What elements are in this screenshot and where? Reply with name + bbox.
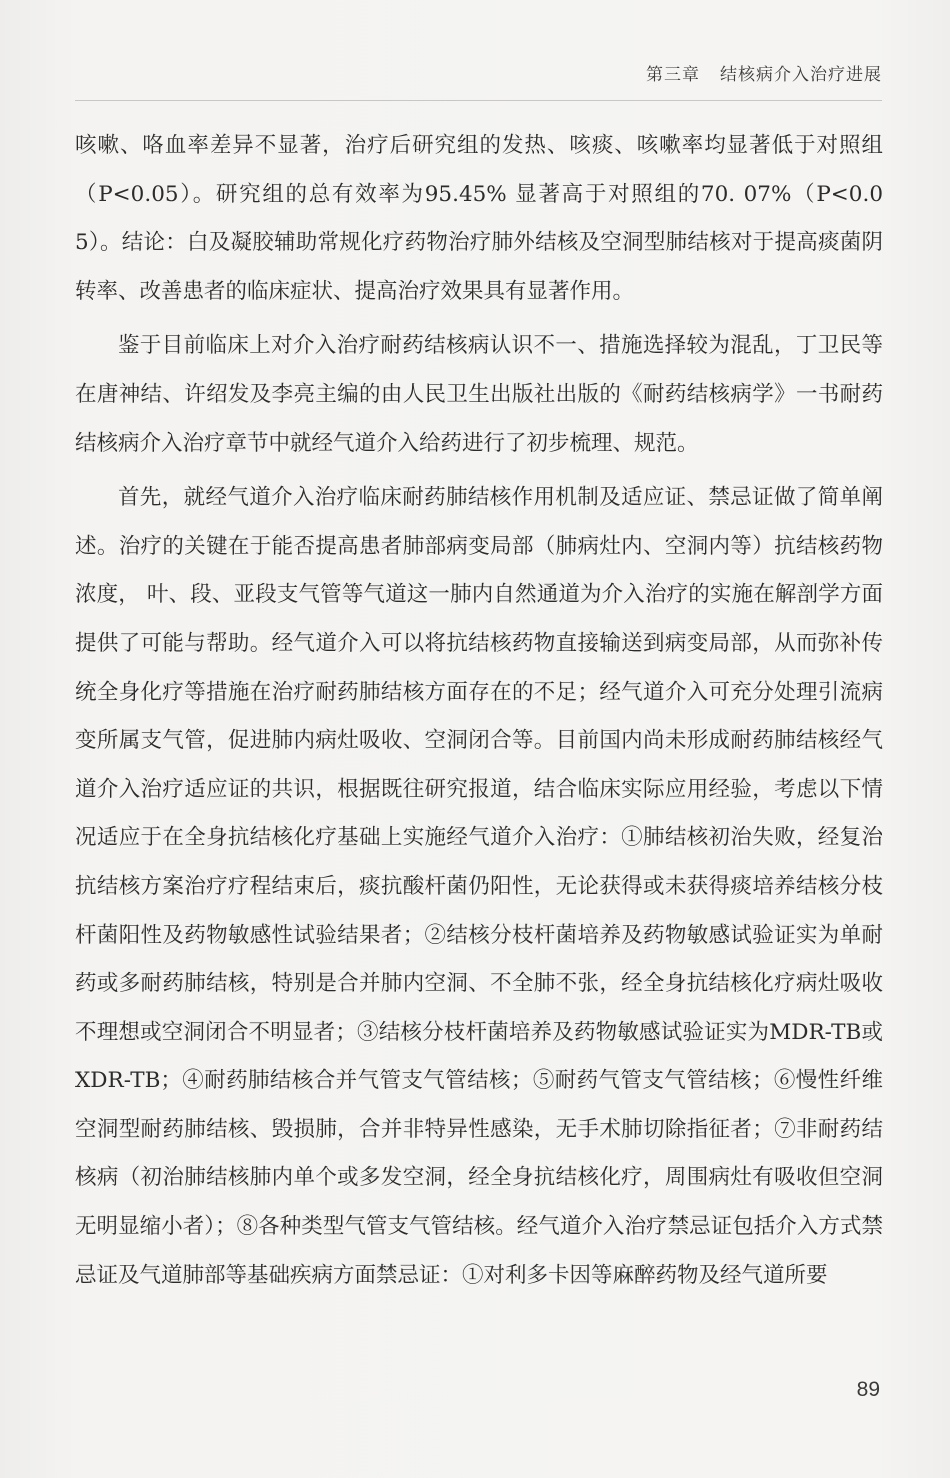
paragraph: 首先，就经气道介入治疗临床耐药肺结核作用机制及适应证、禁忌证做了简单阐述。治疗的关键在于能否提高患者肺部病变局部（肺病灶内、空洞内等）抗结核药物浓度， 叶、段、亚段支气管等气道这一肺内自然通道为介入治疗的实施在解剖学方面提供了可能与帮助。经气道介入可以将抗结核药物直接输送到病变局部，从而弥补传统全身化疗等措施在治疗耐药肺结核方面存在的不足；经气道介入可充分处理引流病变所属支气管，促进肺内病灶吸收、空洞闭合等。目前国内尚未形成耐药肺结核经气道介入治疗适应证的共识，根据既往研究报道，结合临床实际应用经验，考虑以下情况适应于在全身抗结核化疗基础上实施经气道介入治疗：①肺结核初治失败，经复治抗结核方案治疗疗程结束后，痰抗酸杆菌仍阳性，无论获得或未获得痰培养结核分枝杆菌阳性及药物敏感性试验结果者；②结核分枝杆菌培养及药物敏感试验证实为单耐药或多耐药肺结核，特别是合并肺内空洞、不全肺不张，经全身抗结核化疗病灶吸收不理想或空洞闭合不明显者；③结核分枝杆菌培养及药物敏感试验证实为MDR-TB或XDR-TB；④耐药肺结核合并气管支气管结核；⑤耐药气管支气管结核；⑥慢性纤维空洞型耐药肺结核、毁损肺，合并非特异性感染，无手术肺切除指征者；⑦非耐药结核病（初治肺结核肺内单个或多发空洞，经全身抗结核化疗，周围病灶有吸收但空洞无明显缩小者）；⑧各种类型气管支气管结核。经气道介入治疗禁忌证包括介入方式禁忌证及气道肺部等基础疾病方面禁忌证：①对利多卡因等麻醉药物及经气道所要: [75, 485, 883, 1288]
header-rule: [75, 100, 882, 101]
running-header: [646, 60, 882, 85]
paragraph-continuation: 咳嗽、咯血率差异不显著，治疗后研究组的发热、咳痰、咳嗽率均显著低于对照组（P<0.05）。研究组的总有效率为95.45% 显著高于对照组的70. 07%（P<0.05）。结论：白及凝胶辅助常规化疗药物治疗肺外结核及空洞型肺结核对于提高痰菌阴转率、改善患者的临床症状、提高治疗效果具有显著作用。: [75, 133, 883, 304]
paragraph: 鉴于目前临床上对介入治疗耐药结核病认识不一、措施选择较为混乱，丁卫民等在唐神结、许绍发及李亮主编的由人民卫生出版社出版的《耐药结核病学》一书耐药结核病介入治疗章节中就经气道介入给药进行了初步梳理、规范。: [75, 333, 883, 456]
body-text: [75, 122, 883, 1300]
chapter-title: 结核病介入治疗进展: [720, 65, 882, 85]
page-number: 89: [856, 1378, 880, 1401]
chapter-number: 第三章: [646, 65, 700, 85]
